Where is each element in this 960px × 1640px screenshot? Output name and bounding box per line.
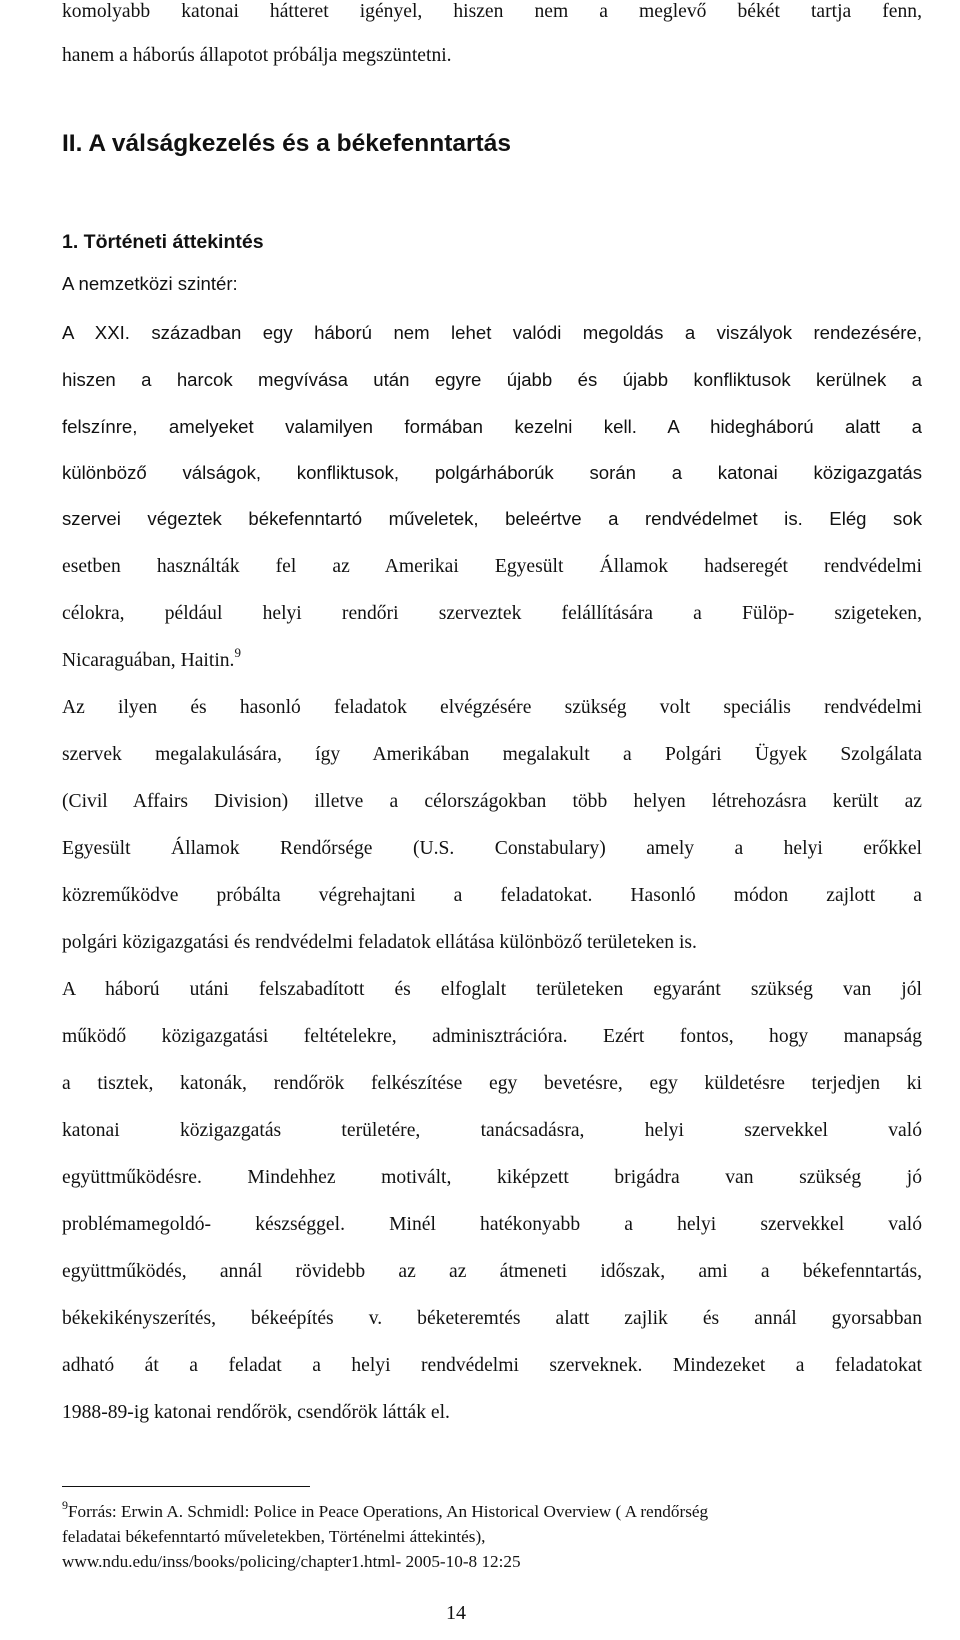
footnote-separator — [62, 1486, 310, 1487]
body-line: hiszen a harcok megvívása után egyre újabb és újabb konfliktusok kerülnek a — [62, 369, 922, 390]
body-line: békekikényszerítés, békeépítés v. béketeremtés alatt zajlik és annál gyorsabban — [62, 1308, 922, 1329]
body-line: együttműködés, annál rövidebb az az átmeneti időszak, ami a békefenntartás, — [62, 1261, 922, 1282]
body-line: szervek megalakulására, így Amerikában megalakult a Polgári Ügyek Szolgálata — [62, 744, 922, 765]
body-line: különböző válságok, konfliktusok, polgárháborúk során a katonai közigazgatás — [62, 462, 922, 483]
body-line — [62, 645, 241, 673]
body-line: (Civil Affairs Division) illetve a célországokban több helyen létrehozásra került az — [62, 791, 922, 812]
page-number: 14 — [446, 1602, 466, 1624]
body-line: közreműködve próbálta végrehajtani a feladatokat. Hasonló módon zajlott a — [62, 885, 922, 906]
subheading: 1. Történeti áttekintés — [62, 231, 264, 253]
body-line: a tisztek, katonák, rendőrök felkészítése egy bevetésre, egy küldetésre terjedjen ki — [62, 1073, 922, 1094]
footnote-text: Forrás: Erwin A. Schmidl: Police in Peace Operations, An Historical Overview ( A rendőrség — [68, 1502, 709, 1521]
body-line: hanem a háborús állapotot próbálja megszüntetni. — [62, 45, 452, 66]
footnote-link[interactable]: www.ndu.edu/inss/books/policing/chapter1.html- 2005-10-8 12:25 — [62, 1552, 521, 1571]
body-line: katonai közigazgatás területére, tanácsadásra, helyi szervekkel való — [62, 1120, 922, 1141]
footnote-line: feladatai békefenntartó műveletekben, Történelmi áttekintés), — [62, 1527, 486, 1546]
body-line: működő közigazgatási feltételekre, adminisztrációra. Ezért fontos, hogy manapság — [62, 1026, 922, 1047]
body-line: esetben használták fel az Amerikai Egyesült Államok hadseregét rendvédelmi — [62, 556, 922, 577]
body-line-text: Nicaraguában, Haitin. — [62, 650, 235, 671]
body-line: komolyabb katonai hátteret igényel, hiszen nem a meglevő békét tartja fenn, — [62, 1, 922, 22]
footnote-line — [62, 1498, 709, 1522]
body-line: célokra, például helyi rendőri szerveztek felállítására a Fülöp- szigeteken, — [62, 603, 922, 624]
body-line: A háború utáni felszabadított és elfoglalt területeken egyaránt szükség van jól — [62, 979, 922, 1000]
body-line: Egyesült Államok Rendőrsége (U.S. Constabulary) amely a helyi erőkkel — [62, 838, 922, 859]
body-line: polgári közigazgatási és rendvédelmi feladatok ellátása különböző területeken is. — [62, 932, 697, 953]
footnote-number: 9 — [62, 1498, 68, 1512]
body-line: felszínre, amelyeket valamilyen formában kezelni kell. A hidegháború alatt a — [62, 416, 922, 437]
body-line: szervei végeztek békefenntartó műveletek, beleértve a rendvédelmet is. Elég sok — [62, 508, 922, 529]
body-line: Az ilyen és hasonló feladatok elvégzésére szükség volt speciális rendvédelmi — [62, 697, 922, 718]
body-line: problémamegoldó- készséggel. Minél hatékonyabb a helyi szervekkel való — [62, 1214, 922, 1235]
subsection-label: A nemzetközi szintér: — [62, 273, 238, 294]
body-line: 1988-89-ig katonai rendőrök, csendőrök látták el. — [62, 1402, 450, 1423]
section-heading: II. A válságkezelés és a békefenntartás — [62, 130, 511, 157]
body-line: A XXI. században egy háború nem lehet valódi megoldás a viszályok rendezésére, — [62, 322, 922, 343]
body-line: együttműködésre. Mindehhez motivált, kiképzett brigádra van szükség jó — [62, 1167, 922, 1188]
footnote-reference: 9 — [234, 645, 241, 660]
body-line: adható át a feladat a helyi rendvédelmi szerveknek. Mindezeket a feladatokat — [62, 1355, 922, 1376]
